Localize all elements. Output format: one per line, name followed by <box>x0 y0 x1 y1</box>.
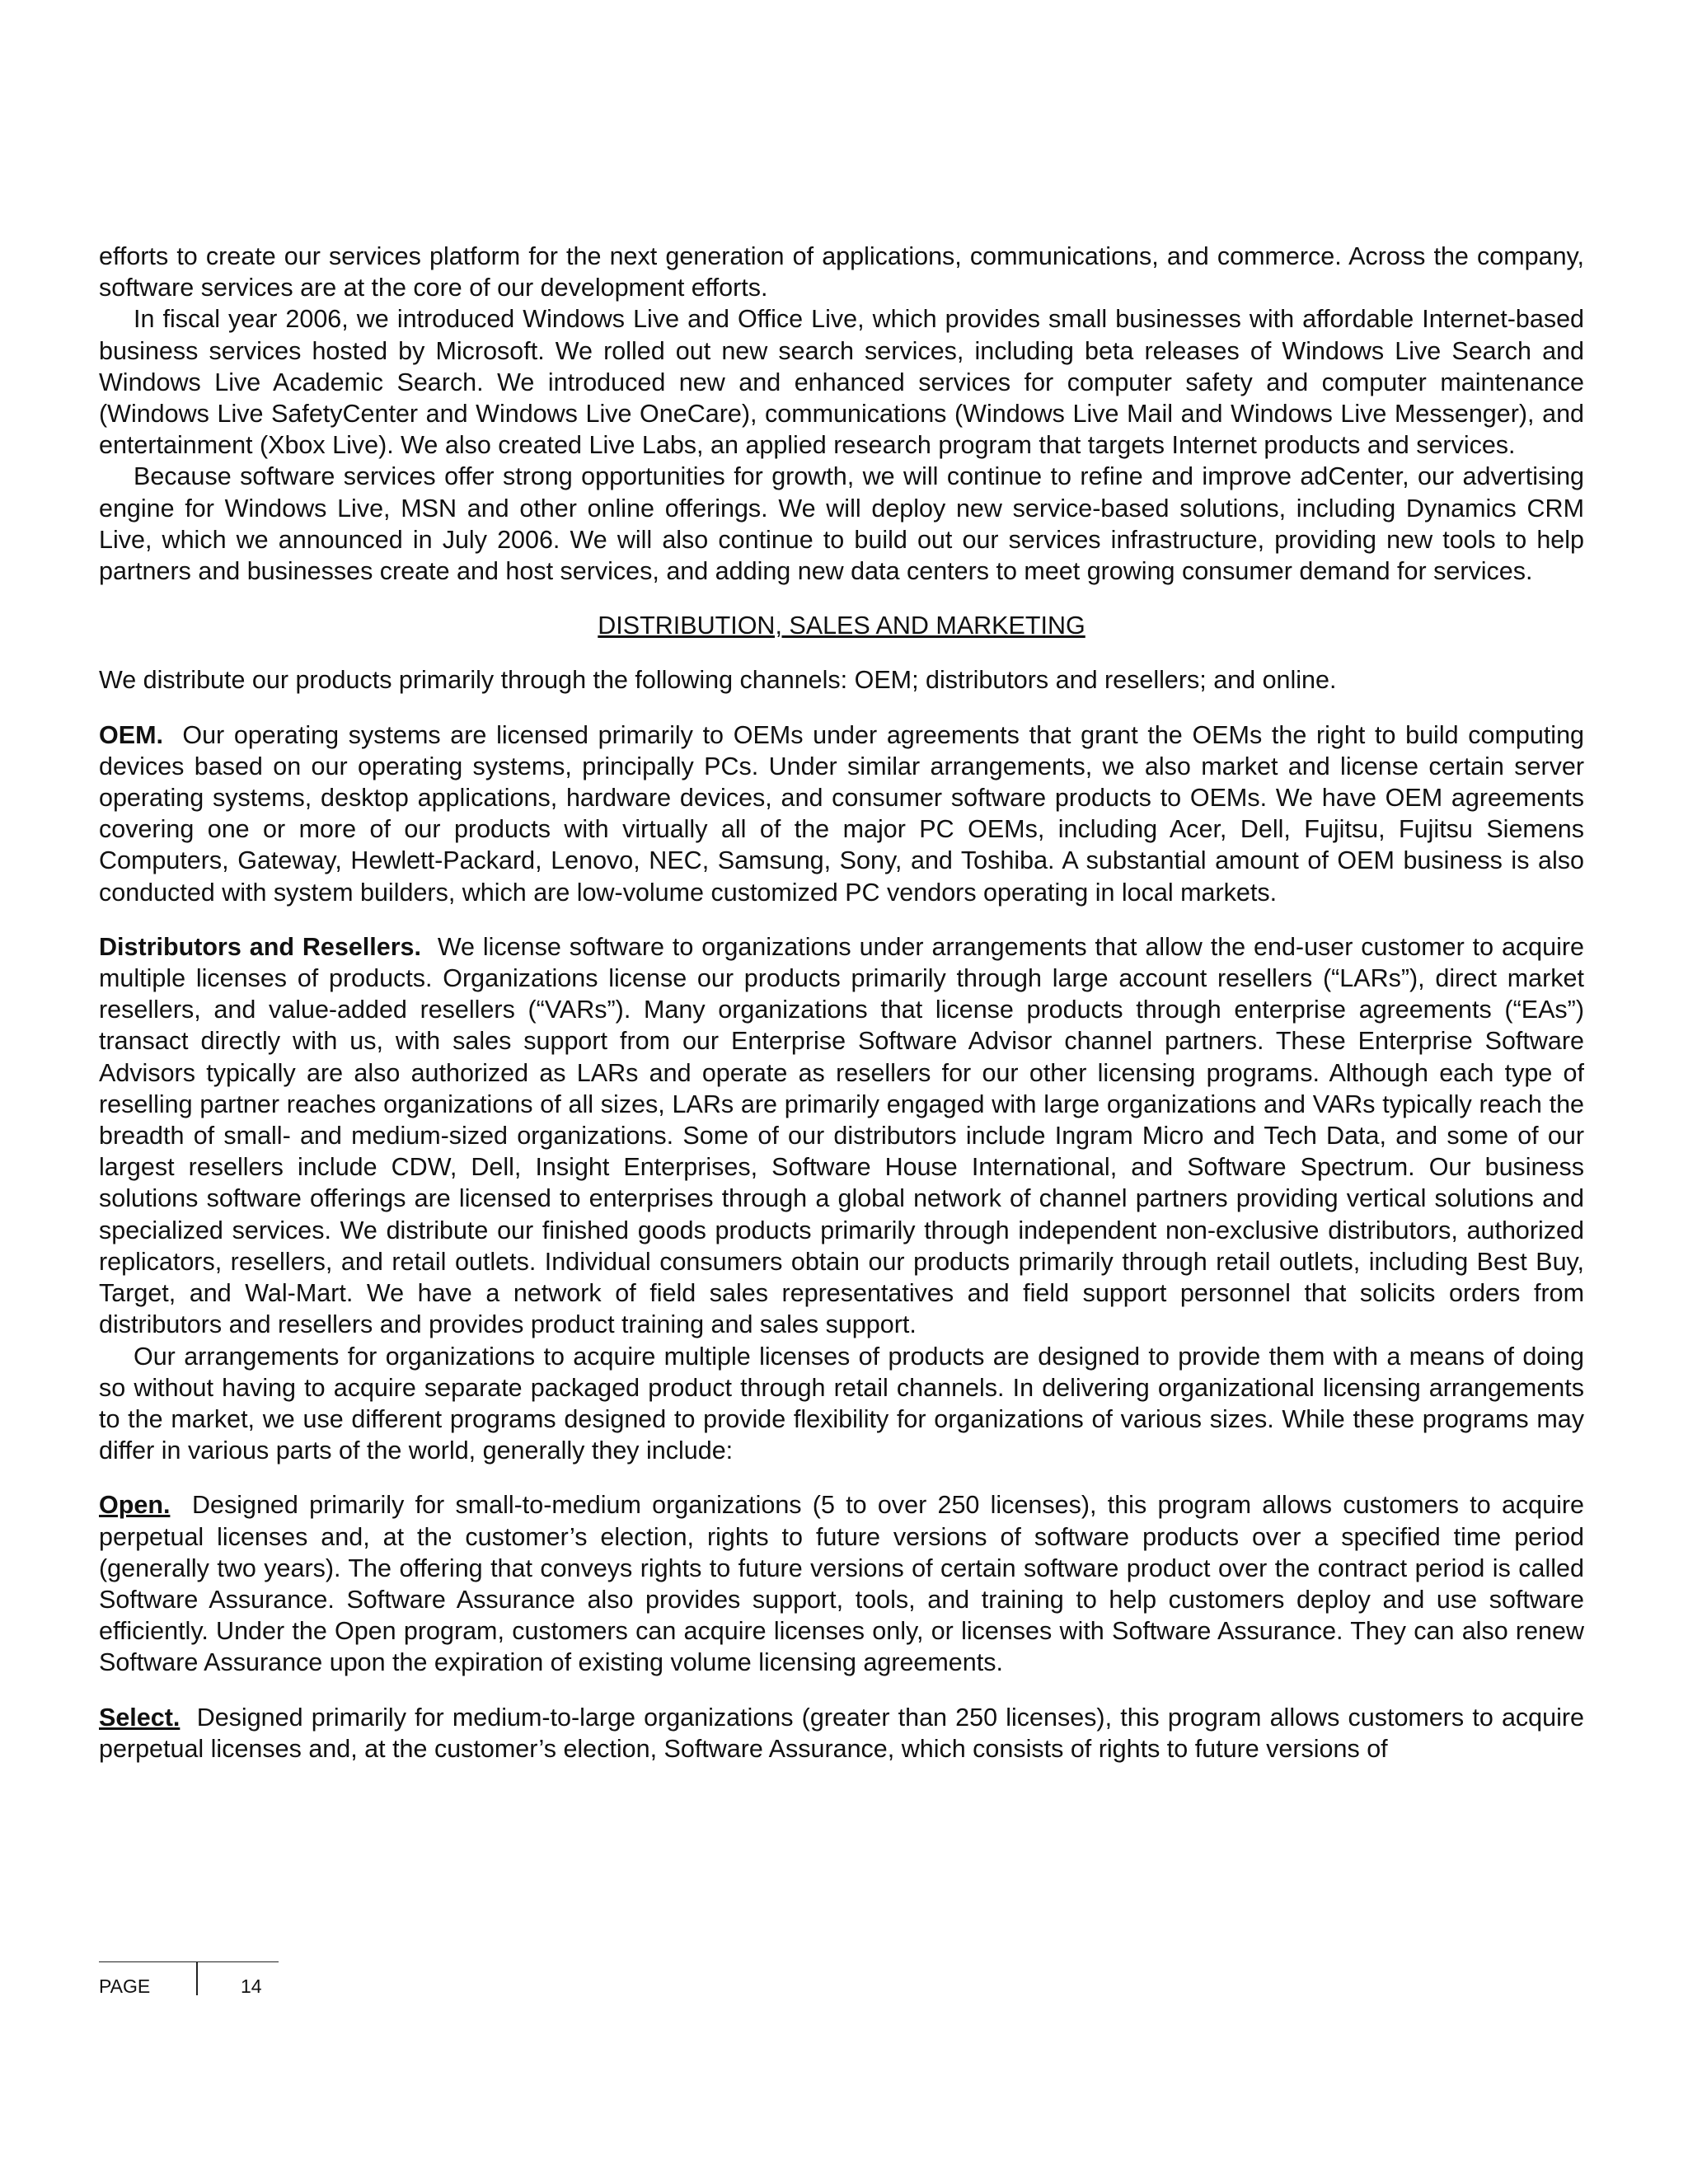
section-heading-distribution: DISTRIBUTION, SALES AND MARKETING <box>598 612 1085 640</box>
paragraph-services-platform: efforts to create our services platform for the next generation of applications, communications, and commerce. Across the company, software services are at the core of our development efforts. <box>99 242 1584 302</box>
paragraph-open-program <box>99 1489 1584 1678</box>
document-body <box>99 241 1584 1765</box>
open-label: Open. <box>99 1491 171 1520</box>
paragraph-distribution-intro: We distribute our products primarily through the following channels: OEM; distributors and resellers; and online. <box>99 666 1337 695</box>
footer-divider <box>196 1962 198 1995</box>
oem-label: OEM. <box>99 720 163 749</box>
paragraph-distributors-resellers <box>99 931 1584 1341</box>
paragraph-oem <box>99 719 1584 908</box>
distributors-label: Distributors and Resellers. <box>99 932 421 961</box>
distributors-text: We license software to organizations under arrangements that allow the end-user customer to acquire multiple licenses of products. Organizations license our products primarily through large account resellers (“LARs”), direct market resellers, and value-added resellers (“VARs”). Many organizations that license products through enterprise agreements (“EAs”) transact directly with us, with sales support from our Enterprise Software Advisor channel partners. These Enterprise Software Advisors typically are also authorized as LARs and operate as resellers for our other licensing programs. Although each type of reselling partner reaches organizations of all sizes, LARs are primarily engaged with large organizations and VARs typically reach the breadth of small- and medium-sized organizations. Some of our distributors include Ingram Micro and Tech Data, and some of our largest resellers include CDW, Dell, Insight Enterprises, Software House International, and Software Spectrum. Our business solutions software offerings are licensed to enterprises through a global network of channel partners providing vertical solutions and specialized services. We distribute our finished goods products primarily through independent non-exclusive distributors, authorized replicators, resellers, and retail outlets. Individual consumers obtain our products primarily through retail outlets, including Best Buy, Target, and Wal-Mart. We have a network of field sales representatives and field support personnel that solicits orders from distributors and resellers and provides product training and sales support. <box>99 932 1584 1339</box>
select-text: Designed primarily for medium-to-large organizations (greater than 250 licenses), this program allows customers to acquire perpetual licenses and, at the customer’s election, Software Assurance, which consists of rights to future versions of <box>99 1703 1584 1763</box>
footer-page-label: PAGE <box>99 1975 151 1997</box>
open-text: Designed primarily for small-to-medium organizations (5 to over 250 licenses), this program allows customers to acquire perpetual licenses and, at the customer’s election, rights to future versions of software products over a specified time period (generally two years). The offering that conveys rights to future versions of certain software product over the contract period is called Software Assurance. Software Assurance also provides support, tools, and training to help customers deploy and use software efficiently. Under the Open program, customers can acquire licenses only, or licenses with Software Assurance. They can also renew Software Assurance upon the expiration of existing volume licensing agreements. <box>99 1491 1585 1677</box>
paragraph-select-program <box>99 1702 1584 1765</box>
paragraph-licensing-arrangements: Our arrangements for organizations to acquire multiple licenses of products are designed to provide them with a means of doing so without having to acquire separate packaged product through retail channels. In delivering organizational licensing arrangements to the market, we use different programs designed to provide flexibility for organizations of various sizes. While these programs may differ in various parts of the world, generally they include: <box>99 1342 1584 1465</box>
paragraph-software-services-growth: Because software services offer strong opportunities for growth, we will continue to refine and improve adCenter, our advertising engine for Windows Live, MSN and other online offerings. We will deploy new service-based solutions, including Dynamics CRM Live, which we announced in July 2006. We will also continue to build out our services infrastructure, providing new tools to help partners and businesses create and host services, and adding new data centers to meet growing consumer demand for services. <box>99 462 1584 586</box>
oem-text: Our operating systems are licensed primarily to OEMs under agreements that grant the OEMs the right to build computing devices based on our operating systems, principally PCs. Under similar arrangements, we also market and license certain server operating systems, desktop applications, hardware devices, and consumer software products to OEMs. We have OEM agreements covering one or more of our products with virtually all of the major PC OEMs, including Acer, Dell, Fujitsu, Fujitsu Siemens Computers, Gateway, Hewlett-Packard, Lenovo, NEC, Samsung, Sony, and Toshiba. A substantial amount of OEM business is also conducted with system builders, which are low-volume customized PC vendors operating in local markets. <box>99 720 1584 907</box>
footer-page-number: 14 <box>241 1975 262 1997</box>
paragraph-fiscal-2006: In fiscal year 2006, we introduced Windows Live and Office Live, which provides small businesses with affordable Internet-based business services hosted by Microsoft. We rolled out new search services, including beta releases of Windows Live Search and Windows Live Academic Search. We introduced new and enhanced services for computer safety and computer maintenance (Windows Live SafetyCenter and Windows Live OneCare), communications (Windows Live Mail and Windows Live Messenger), and entertainment (Xbox Live). We also created Live Labs, an applied research program that targets Internet products and services. <box>99 305 1584 460</box>
page-footer <box>99 1961 279 1999</box>
select-label: Select. <box>99 1703 181 1732</box>
